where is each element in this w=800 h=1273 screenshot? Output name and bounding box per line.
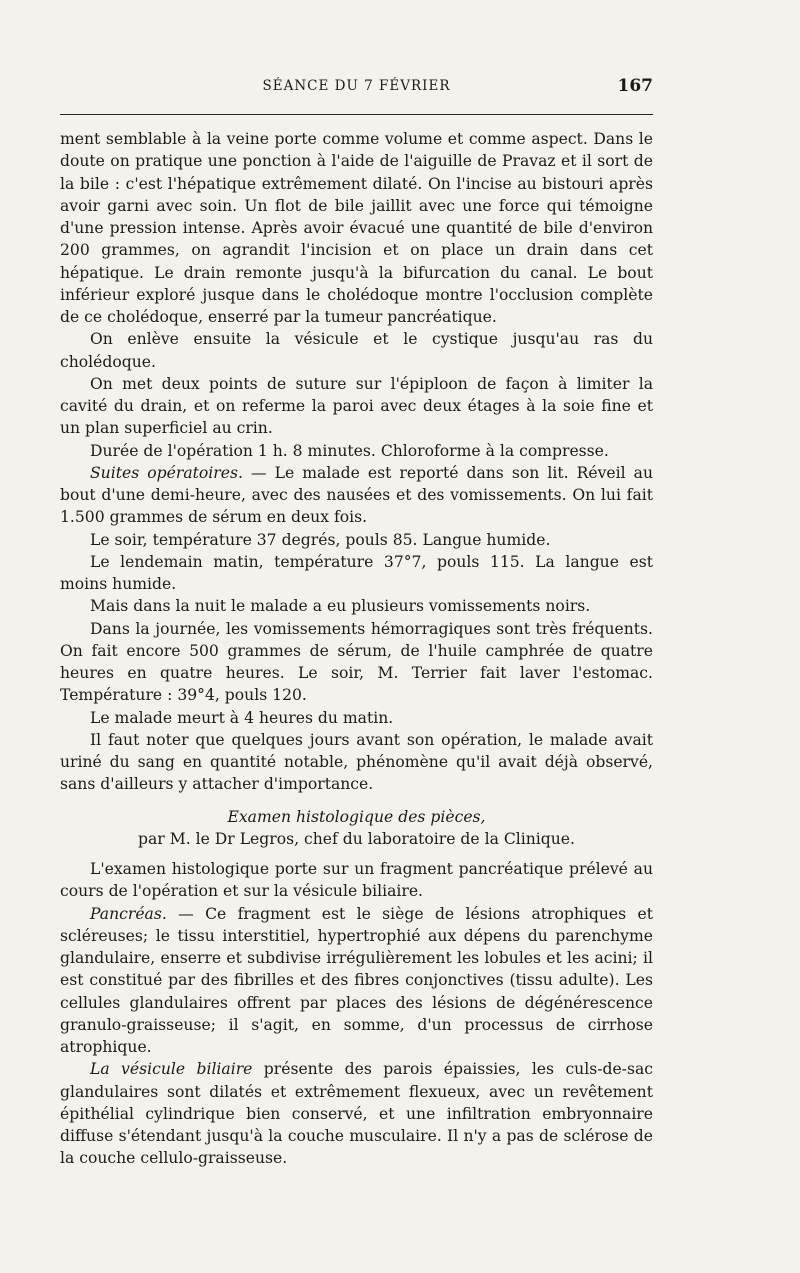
pancreas-text: — Ce fragment est le siège de lésions atrophiques et scléreuses; le tissu interstitiel, hypertrophié aux dépens du parenchyme glandulaire, enserre et subdivise irrégulièrement les lobules et les acini; il est constitué par des fibrilles et des fibres conjonctives (tissu adulte). Les cellules glandulaires offrent par places des lésions de dégénérescence granulo-graisseuse; il s'agit, en somme, d'un processus de cirrhose atrophique. <box>60 904 653 1056</box>
paragraph-vesicule <box>60 1058 653 1169</box>
pancreas-lead: Pancréas. <box>90 904 167 923</box>
page-header <box>60 76 653 100</box>
paragraph-exam-intro: L'examen histologique porte sur un fragment pancréatique prélevé au cours de l'opération et sur la vésicule biliaire. <box>60 860 653 901</box>
paragraph-pancreas <box>60 903 653 1059</box>
paragraph-suites <box>60 462 653 529</box>
paragraph-vesicule-removal: On enlève ensuite la vésicule et le cystique jusqu'au ras du cholédoque. <box>60 330 653 371</box>
paragraph-operation-continued: ment semblable à la veine porte comme volume et comme aspect. Dans le doute on pratique une ponction à l'aide de l'aiguille de Pravaz et il sort de la bile : c'est l'hépatique extrêmement dilaté. On l'incise au bistouri après avoir garni avec soin. Un flot de bile jaillit avec une force qui témoigne d'une pression intense. Après avoir évacué une quantité de bile d'environ 200 grammes, on agrandit l'incision et on place un drain dans cet hépatique. Le drain remonte jusqu'à la bifurcation du canal. Le bout inférieur exploré jusque dans le cholédoque montre l'occlusion complète de ce cholédoque, enserré par la tumeur pancréatique. <box>60 130 653 326</box>
paragraph-duration: Durée de l'opération 1 h. 8 minutes. Chloroforme à la compresse. <box>90 441 609 460</box>
vesicule-lead: La vésicule biliaire <box>90 1060 253 1079</box>
paragraph-next-morning: Le lendemain matin, température 37°7, pouls 115. La langue est moins humide. <box>60 552 653 593</box>
paragraph-suture: On met deux points de suture sur l'épiploon de façon à limiter la cavité du drain, et on referme la paroi avec deux étages à la soie fine et un plan superficiel au crin. <box>60 374 653 438</box>
section-heading-title: Examen histologique des pièces, <box>227 807 486 826</box>
page-body <box>60 128 653 1170</box>
paragraph-day: Dans la journée, les vomissements hémorragiques sont très fréquents. On fait encore 500 grammes de sérum, de l'huile camphrée de quatre heures en quatre heures. Le soir, M. Terrier fait laver l'estomac. Température : 39°4, pouls 120. <box>60 619 653 705</box>
paragraph-evening: Le soir, température 37 degrés, pouls 85. Langue humide. <box>90 530 551 549</box>
paragraph-night: Mais dans la nuit le malade a eu plusieurs vomissements noirs. <box>90 597 591 616</box>
vesicule-text: présente des parois épaissies, les culs-de-sac glandulaires sont dilatés et extrêmement flexueux, avec un revêtement épithélial cylindrique bien conservé, et une infiltration embryonnaire diffuse s'étendant jusqu'à la couche musculaire. Il n'y a pas de sclérose de la couche cellulo-graisseuse. <box>60 1060 653 1168</box>
paragraph-death: Le malade meurt à 4 heures du matin. <box>90 708 394 727</box>
header-rule <box>60 114 653 115</box>
page-number: 167 <box>617 76 653 96</box>
suites-text: — Le malade est reporté dans son lit. Réveil au bout d'une demi-heure, avec des nausées et des vomissements. On lui fait 1.500 grammes de sérum en deux fois. <box>60 463 653 527</box>
section-heading-byline: par M. le Dr Legros, chef du laboratoire de la Clinique. <box>138 829 575 848</box>
running-title: SÉANCE DU 7 FÉVRIER <box>262 78 451 94</box>
suites-lead: Suites opératoires. <box>90 463 243 482</box>
paragraph-note: Il faut noter que quelques jours avant son opération, le malade avait uriné du sang en quantité notable, phénomène qu'il avait déjà observé, sans d'ailleurs y attacher d'importance. <box>60 730 653 794</box>
